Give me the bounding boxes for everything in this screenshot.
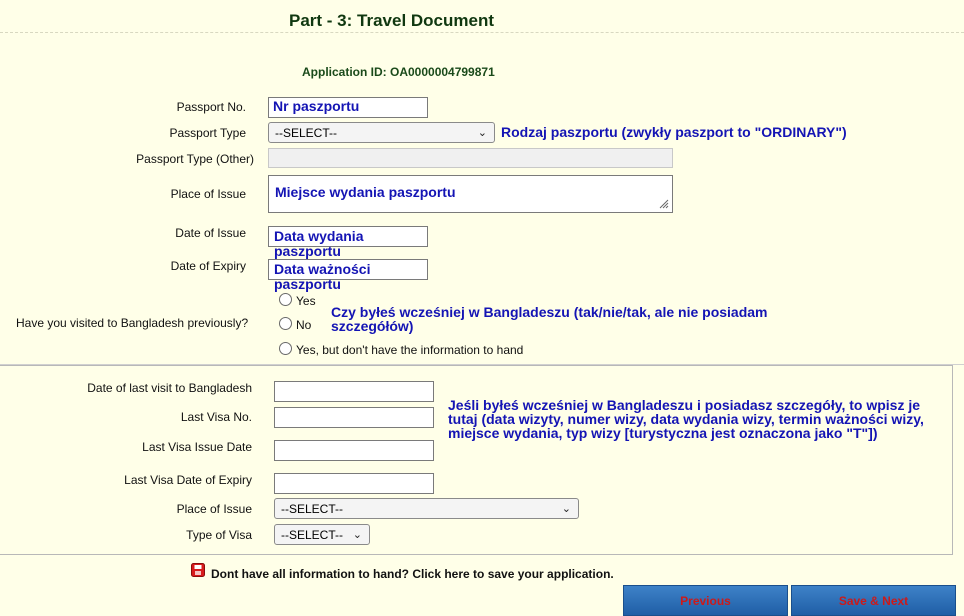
passport-number-label: Passport No.	[176, 100, 246, 114]
last-visa-place-select[interactable]	[274, 498, 579, 519]
save-application-link[interactable]: Dont have all information to hand? Click here to save your application.	[211, 567, 614, 581]
application-id: Application ID: OA0000004799871	[302, 65, 495, 79]
place-of-issue-textarea[interactable]	[268, 175, 673, 213]
date-of-issue-label: Date of Issue	[175, 226, 246, 240]
last-visa-issue-date-input[interactable]	[274, 440, 434, 461]
place-of-issue-value: Miejsce wydania paszportu	[275, 184, 456, 200]
chevron-down-icon: ⌄	[352, 529, 362, 541]
passport-number-value: Nr paszportu	[273, 98, 360, 114]
last-visit-note-line1: Jeśli byłeś wcześniej w Bangladeszu i posiadasz szczegóły, to wpisz je	[448, 397, 921, 413]
date-of-expiry-label: Date of Expiry	[170, 259, 246, 273]
chevron-down-icon: ⌄	[561, 503, 571, 515]
last-visa-number-label: Last Visa No.	[180, 410, 252, 424]
visited-question-label: Have you visited to Bangladesh previously?	[16, 316, 249, 330]
visa-type-select[interactable]	[274, 524, 370, 545]
date-of-expiry-value: Data ważności paszportu	[274, 261, 371, 292]
last-visit-note-line3: miejsce wydania, typ wizy [turystyczna jest oznaczona jako "T"])	[448, 425, 878, 441]
visited-no-info-label[interactable]: Yes, but don't have the information to hand	[296, 343, 524, 357]
title-divider	[0, 32, 964, 33]
last-visa-number-input[interactable]	[274, 407, 434, 428]
last-visa-expiry-label: Last Visa Date of Expiry	[124, 473, 252, 487]
save-icon[interactable]	[191, 563, 205, 577]
chevron-down-icon: ⌄	[477, 127, 487, 139]
passport-type-select[interactable]	[268, 122, 495, 143]
date-of-issue-value: Data wydania paszportu	[274, 228, 364, 259]
previous-button[interactable]: Previous	[623, 585, 788, 616]
last-visit-date-label: Date of last visit to Bangladesh	[87, 381, 252, 395]
visited-yes-label[interactable]: Yes	[296, 294, 316, 308]
visa-type-selected: --SELECT--	[281, 527, 344, 542]
last-visa-place-label: Place of Issue	[176, 502, 252, 516]
visited-no-label[interactable]: No	[296, 318, 312, 332]
visited-no-radio[interactable]	[279, 317, 292, 330]
visited-note-line2: szczegółów)	[331, 318, 414, 334]
page-title: Part - 3: Travel Document	[289, 11, 495, 30]
passport-type-selected: --SELECT--	[275, 125, 338, 140]
last-visa-expiry-input[interactable]	[274, 473, 434, 494]
passport-type-note: Rodzaj paszportu (zwykły paszport to "ORDINARY")	[501, 124, 847, 140]
date-of-issue-input[interactable]	[268, 226, 428, 259]
visited-note-line1: Czy byłeś wcześniej w Bangladeszu (tak/nie/tak, ale nie posiadam	[331, 304, 768, 320]
visa-type-label: Type of Visa	[186, 528, 252, 542]
save-next-button[interactable]: Save & Next	[791, 585, 956, 616]
last-visit-date-input[interactable]	[274, 381, 434, 402]
last-visa-place-selected: --SELECT--	[281, 501, 344, 516]
place-of-issue-label: Place of Issue	[170, 187, 246, 201]
passport-number-input[interactable]	[268, 97, 428, 118]
visited-yes-radio[interactable]	[279, 293, 292, 306]
visited-no-info-radio[interactable]	[279, 342, 292, 355]
passport-type-other-input[interactable]	[268, 148, 673, 168]
last-visa-issue-date-label: Last Visa Issue Date	[142, 440, 252, 454]
resize-grip-icon[interactable]	[659, 199, 669, 209]
passport-type-label: Passport Type	[169, 126, 246, 140]
last-visit-note-line2: tutaj (data wizyty, numer wizy, data wydania wizy, termin ważności wizy,	[448, 411, 924, 427]
passport-type-other-label: Passport Type (Other)	[136, 152, 254, 166]
date-of-expiry-input[interactable]	[268, 259, 428, 292]
